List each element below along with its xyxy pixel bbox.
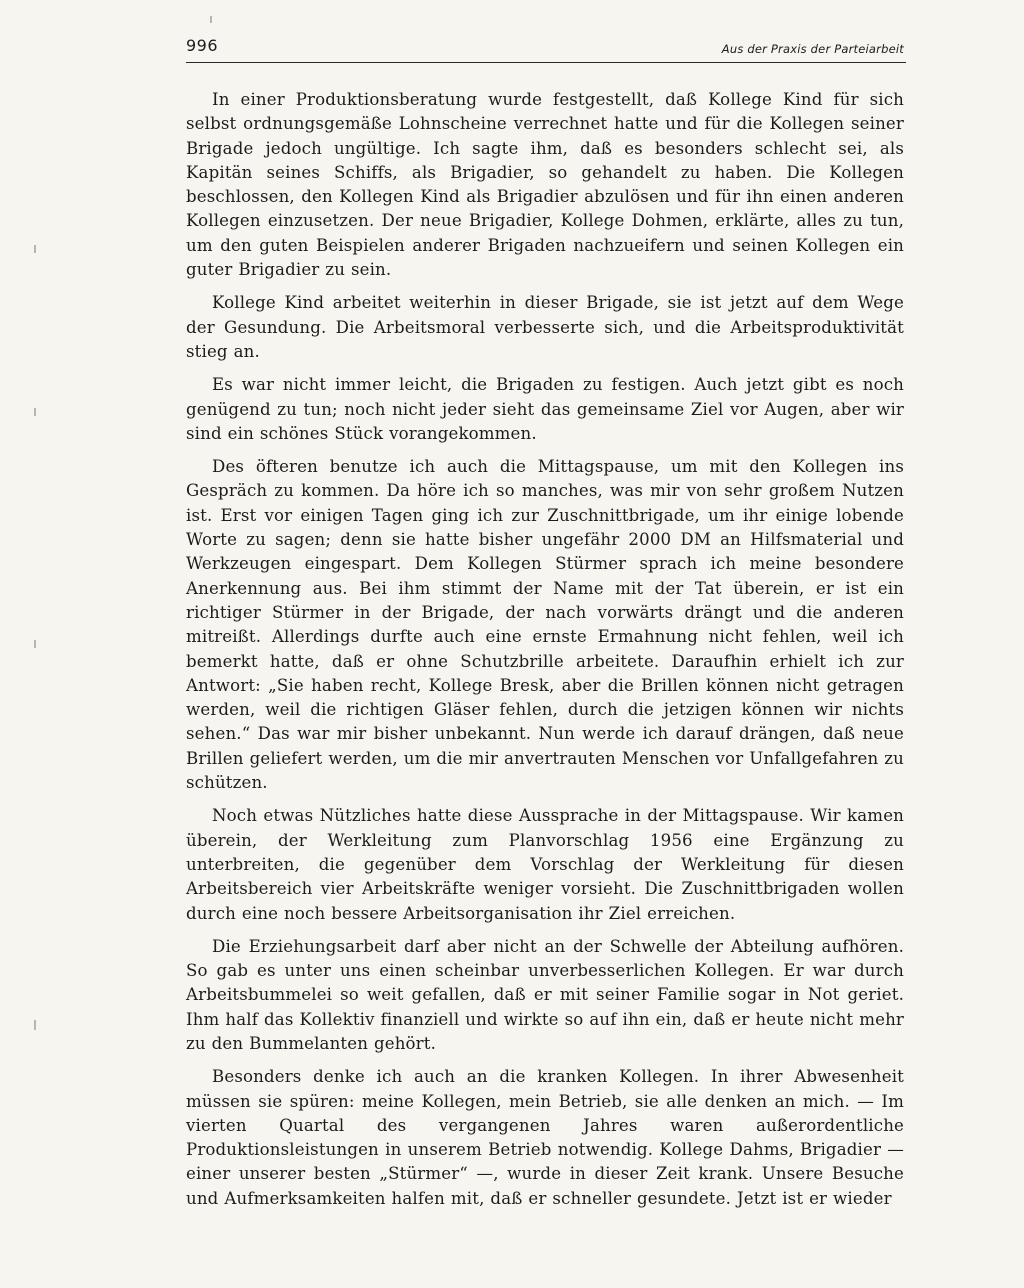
scan-mark bbox=[34, 245, 36, 253]
paragraph: Die Erziehungsarbeit darf aber nicht an der Schwelle der Abteilung aufhören. So gab es unter uns einen scheinbar unverbesserlichen Kollegen. Er war durch Arbeitsbummelei so weit gefallen, daß er mit seiner Familie sogar in Not geriet. Ihm half das Kollektiv finanziell und wirkte so auf ihn ein, daß er heute nicht mehr zu den Bummelanten gehört. bbox=[186, 936, 904, 1053]
paragraph: Noch etwas Nützliches hatte diese Aussprache in der Mittagspause. Wir kamen überein, der Werkleitung zum Planvorschlag 1956 eine Ergänzung zu unterbreiten, die gegenüber dem Vorschlag der Werkleitung für diesen Arbeitsbereich vier Arbeitskräfte weniger vorsieht. Die Zuschnittbrigaden wollen durch eine noch bessere Arbeitsorganisation ihr Ziel erreichen. bbox=[186, 806, 904, 923]
paragraph: Besonders denke ich auch an die kranken Kollegen. In ihrer Abwesenheit müssen sie spüren: meine Kollegen, mein Betrieb, sie alle denken an mich. — Im vierten Quartal des vergangenen Jahres waren außerordentliche Produktionsleistungen in unserem Betrieb notwendig. Kollege Dahms, Brigadier — einer unserer besten „Stürmer“ —, wurde in dieser Zeit krank. Unsere Besuche und Aufmerksamkeiten halfen mit, daß er schneller gesundete. Jetzt ist er wieder bbox=[186, 1067, 904, 1208]
paragraph: In einer Produktionsberatung wurde festgestellt, daß Kollege Kind für sich selbst ordnungsgemäße Lohnscheine verrechnet hatte und für die Kollegen seiner Brigade jedoch ungültige. Ich sagte ihm, daß es besonders schlecht sei, als Kapitän seines Schiffs, als Brigadier, so gehandelt zu haben. Die Kollegen beschlossen, den Kollegen Kind als Brigadier abzulösen und für ihn einen anderen Kollegen einzusetzen. Der neue Brigadier, Kollege Dohmen, erklärte, alles zu tun, um den guten Beispielen anderer Brigaden nachzueifern und seinen Kollegen ein guter Brigadier zu sein. bbox=[186, 90, 904, 280]
body-text bbox=[186, 88, 904, 1220]
page-header bbox=[186, 36, 906, 63]
scan-mark bbox=[34, 640, 36, 648]
page-number: 996 bbox=[186, 36, 219, 55]
paragraph: Es war nicht immer leicht, die Brigaden zu festigen. Auch jetzt gibt es noch genügend zu tun; noch nicht jeder sieht das gemeinsame Ziel vor Augen, aber wir sind ein schönes Stück vorangekommen. bbox=[186, 375, 904, 443]
scan-mark bbox=[210, 16, 212, 23]
scan-mark bbox=[34, 1020, 36, 1030]
scan-mark bbox=[34, 408, 36, 416]
paragraph: Des öfteren benutze ich auch die Mittagspause, um mit den Kollegen ins Gespräch zu kommen. Da höre ich so manches, was mir von sehr großem Nutzen ist. Erst vor einigen Tagen ging ich zur Zuschnittbrigade, um ihr einige lobende Worte zu sagen; denn sie hatte bisher ungefähr 2000 DM an Hilfsmaterial und Werkzeugen eingespart. Dem Kollegen Stürmer sprach ich meine besondere Anerkennung aus. Bei ihm stimmt der Name mit der Tat überein, er ist ein richtiger Stürmer in der Brigade, der nach vorwärts drängt und die anderen mitreißt. Allerdings durfte auch eine ernste Ermahnung nicht fehlen, weil ich bemerkt hatte, daß er ohne Schutzbrille arbeitete. Daraufhin erhielt ich zur Antwort: „Sie haben recht, Kollege Bresk, aber die Brillen können nicht getragen werden, weil die richtigen Gläser fehlen, durch die jetzigen können wir nichts sehen.“ Das war mir bisher unbekannt. Nun werde ich darauf drängen, daß neue Brillen geliefert werden, um die mir anvertrauten Menschen vor Unfallgefahren zu schützen. bbox=[186, 457, 904, 793]
paragraph: Kollege Kind arbeitet weiterhin in dieser Brigade, sie ist jetzt auf dem Wege der Gesundung. Die Arbeitsmoral verbesserte sich, und die Arbeitsproduktivität stieg an. bbox=[186, 293, 904, 361]
running-head: Aus der Praxis der Parteiarbeit bbox=[721, 42, 904, 56]
